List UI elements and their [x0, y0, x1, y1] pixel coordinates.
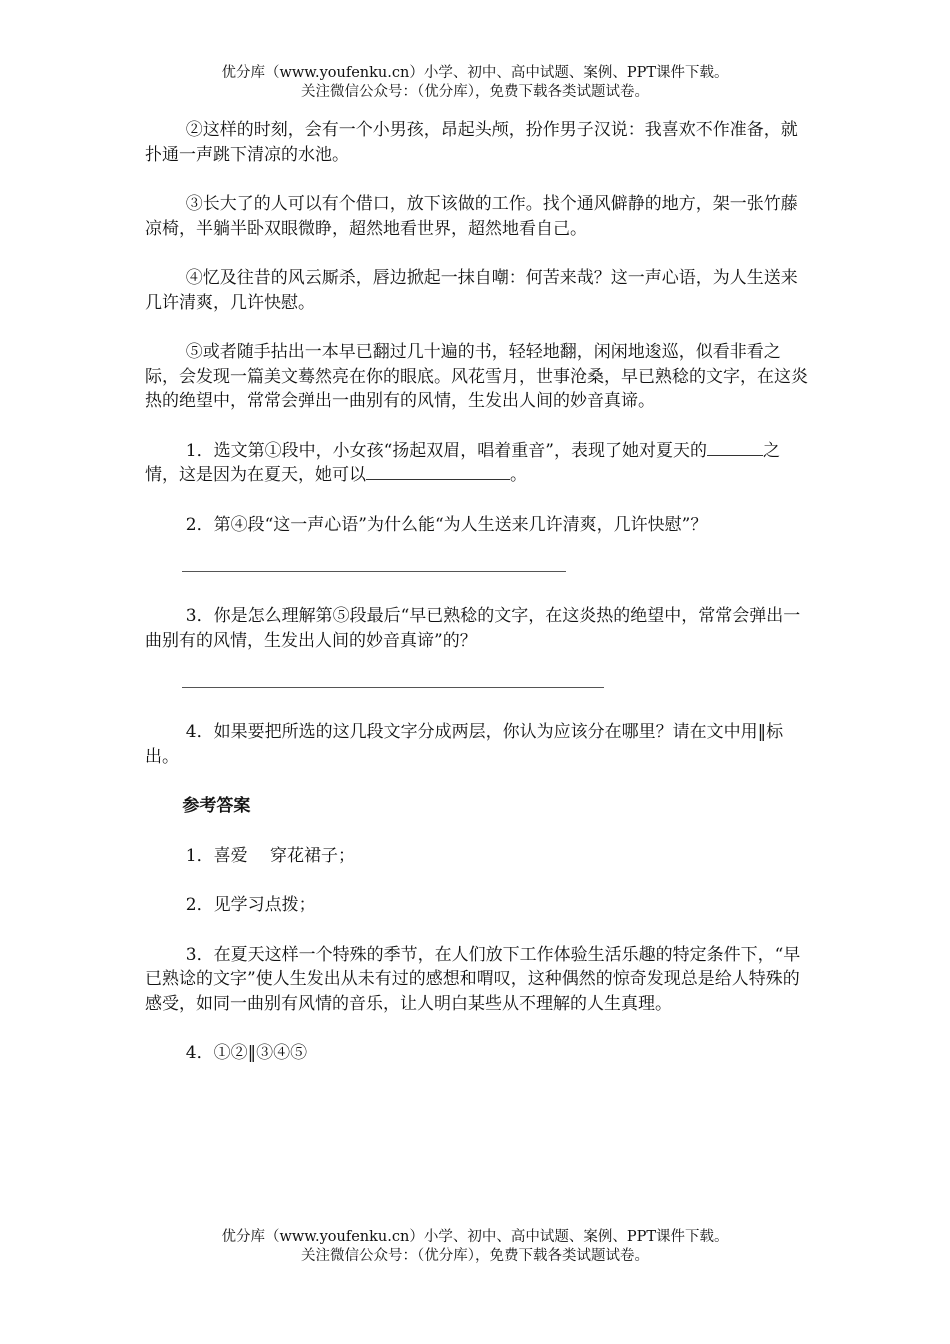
answer-2: 2．见学习点拨； [185, 895, 316, 915]
question-1-text-c: 。 [510, 465, 527, 485]
question-1-blank-2 [366, 464, 510, 480]
question-1-blank-1 [707, 440, 763, 456]
answer-key-heading: 参考答案 [182, 796, 251, 816]
footer-line-1: 优分库（www.youfenku.cn）小学、初中、高中试题、案例、PPT课件下载。 [221, 1229, 729, 1245]
question-3: 3．你是怎么理解第⑤段最后“早已熟稔的文字，在这炎热的绝望中，常常会弹出一曲别有的风情，生发出人间的妙音真谛”的？ [145, 606, 801, 651]
passage-paragraph-2: ②这样的时刻，会有一个小男孩，昂起头颅，扮作男子汉说：我喜欢不作准备，就扑通一声跳下清凉的水池。 [145, 120, 798, 165]
footer-line-2: 关注微信公众号：（优分库），免费下载各类试题试卷。 [301, 1248, 649, 1264]
answer-1: 1．喜爱 穿花裙子； [185, 845, 356, 866]
question-4: 4．如果要把所选的这几段文字分成两层，你认为应该分在哪里？请在文中用‖标出。 [145, 722, 784, 767]
header-line-2: 关注微信公众号：（优分库），免费下载各类试题试卷。 [301, 84, 649, 100]
question-2: 2．第④段“这一声心语”为什么能“为人生送来几许清爽，几许快慰”？ [185, 514, 708, 535]
header-line-1: 优分库（www.youfenku.cn）小学、初中、高中试题、案例、PPT课件下载。 [221, 65, 729, 81]
page-footer [0, 1228, 950, 1266]
page-header [0, 64, 950, 102]
answer-3: 3．在夏天这样一个特殊的季节，在人们放下工作体验生活乐趣的特定条件下，“早已熟谂的文字”使人生发出从未有过的感想和喟叹，这种偶然的惊奇发现总是给人特殊的感受，如同一曲别有风情的音乐，让人明白某些从不理解的人生真理。 [145, 944, 801, 1014]
answer-4: 4．①②‖③④⑤ [185, 1043, 308, 1063]
question-1-text-b: 之情，这是因为在夏天，她可以 [145, 440, 780, 485]
passage-paragraph-4: ④忆及往昔的风云厮杀，唇边掀起一抹自嘲：何苦来哉？这一声心语，为人生送来几许清爽，几许快慰。 [145, 268, 798, 313]
document-body [145, 118, 810, 1066]
question-1 [145, 439, 810, 488]
passage-paragraph-5: ⑤或者随手拈出一本早已翻过几十遍的书，轻轻地翻，闲闲地逡巡，似看非看之际，会发现一篇美文蓦然亮在你的眼底。风花雪月，世事沧桑，早已熟稔的文字，在这炎热的绝望中，常常会弹出一曲别有的风情，生发出人间的妙音真谛。 [145, 342, 808, 411]
passage-paragraph-3: ③长大了的人可以有个借口，放下该做的工作。找个通风僻静的地方，架一张竹藤凉椅，半躺半卧双眼微睁，超然地看世界，超然地看自己。 [145, 194, 798, 239]
question-1-text-a: 1．选文第①段中，小女孩“扬起双眉，唱着重音”，表现了她对夏天的 [185, 440, 707, 461]
